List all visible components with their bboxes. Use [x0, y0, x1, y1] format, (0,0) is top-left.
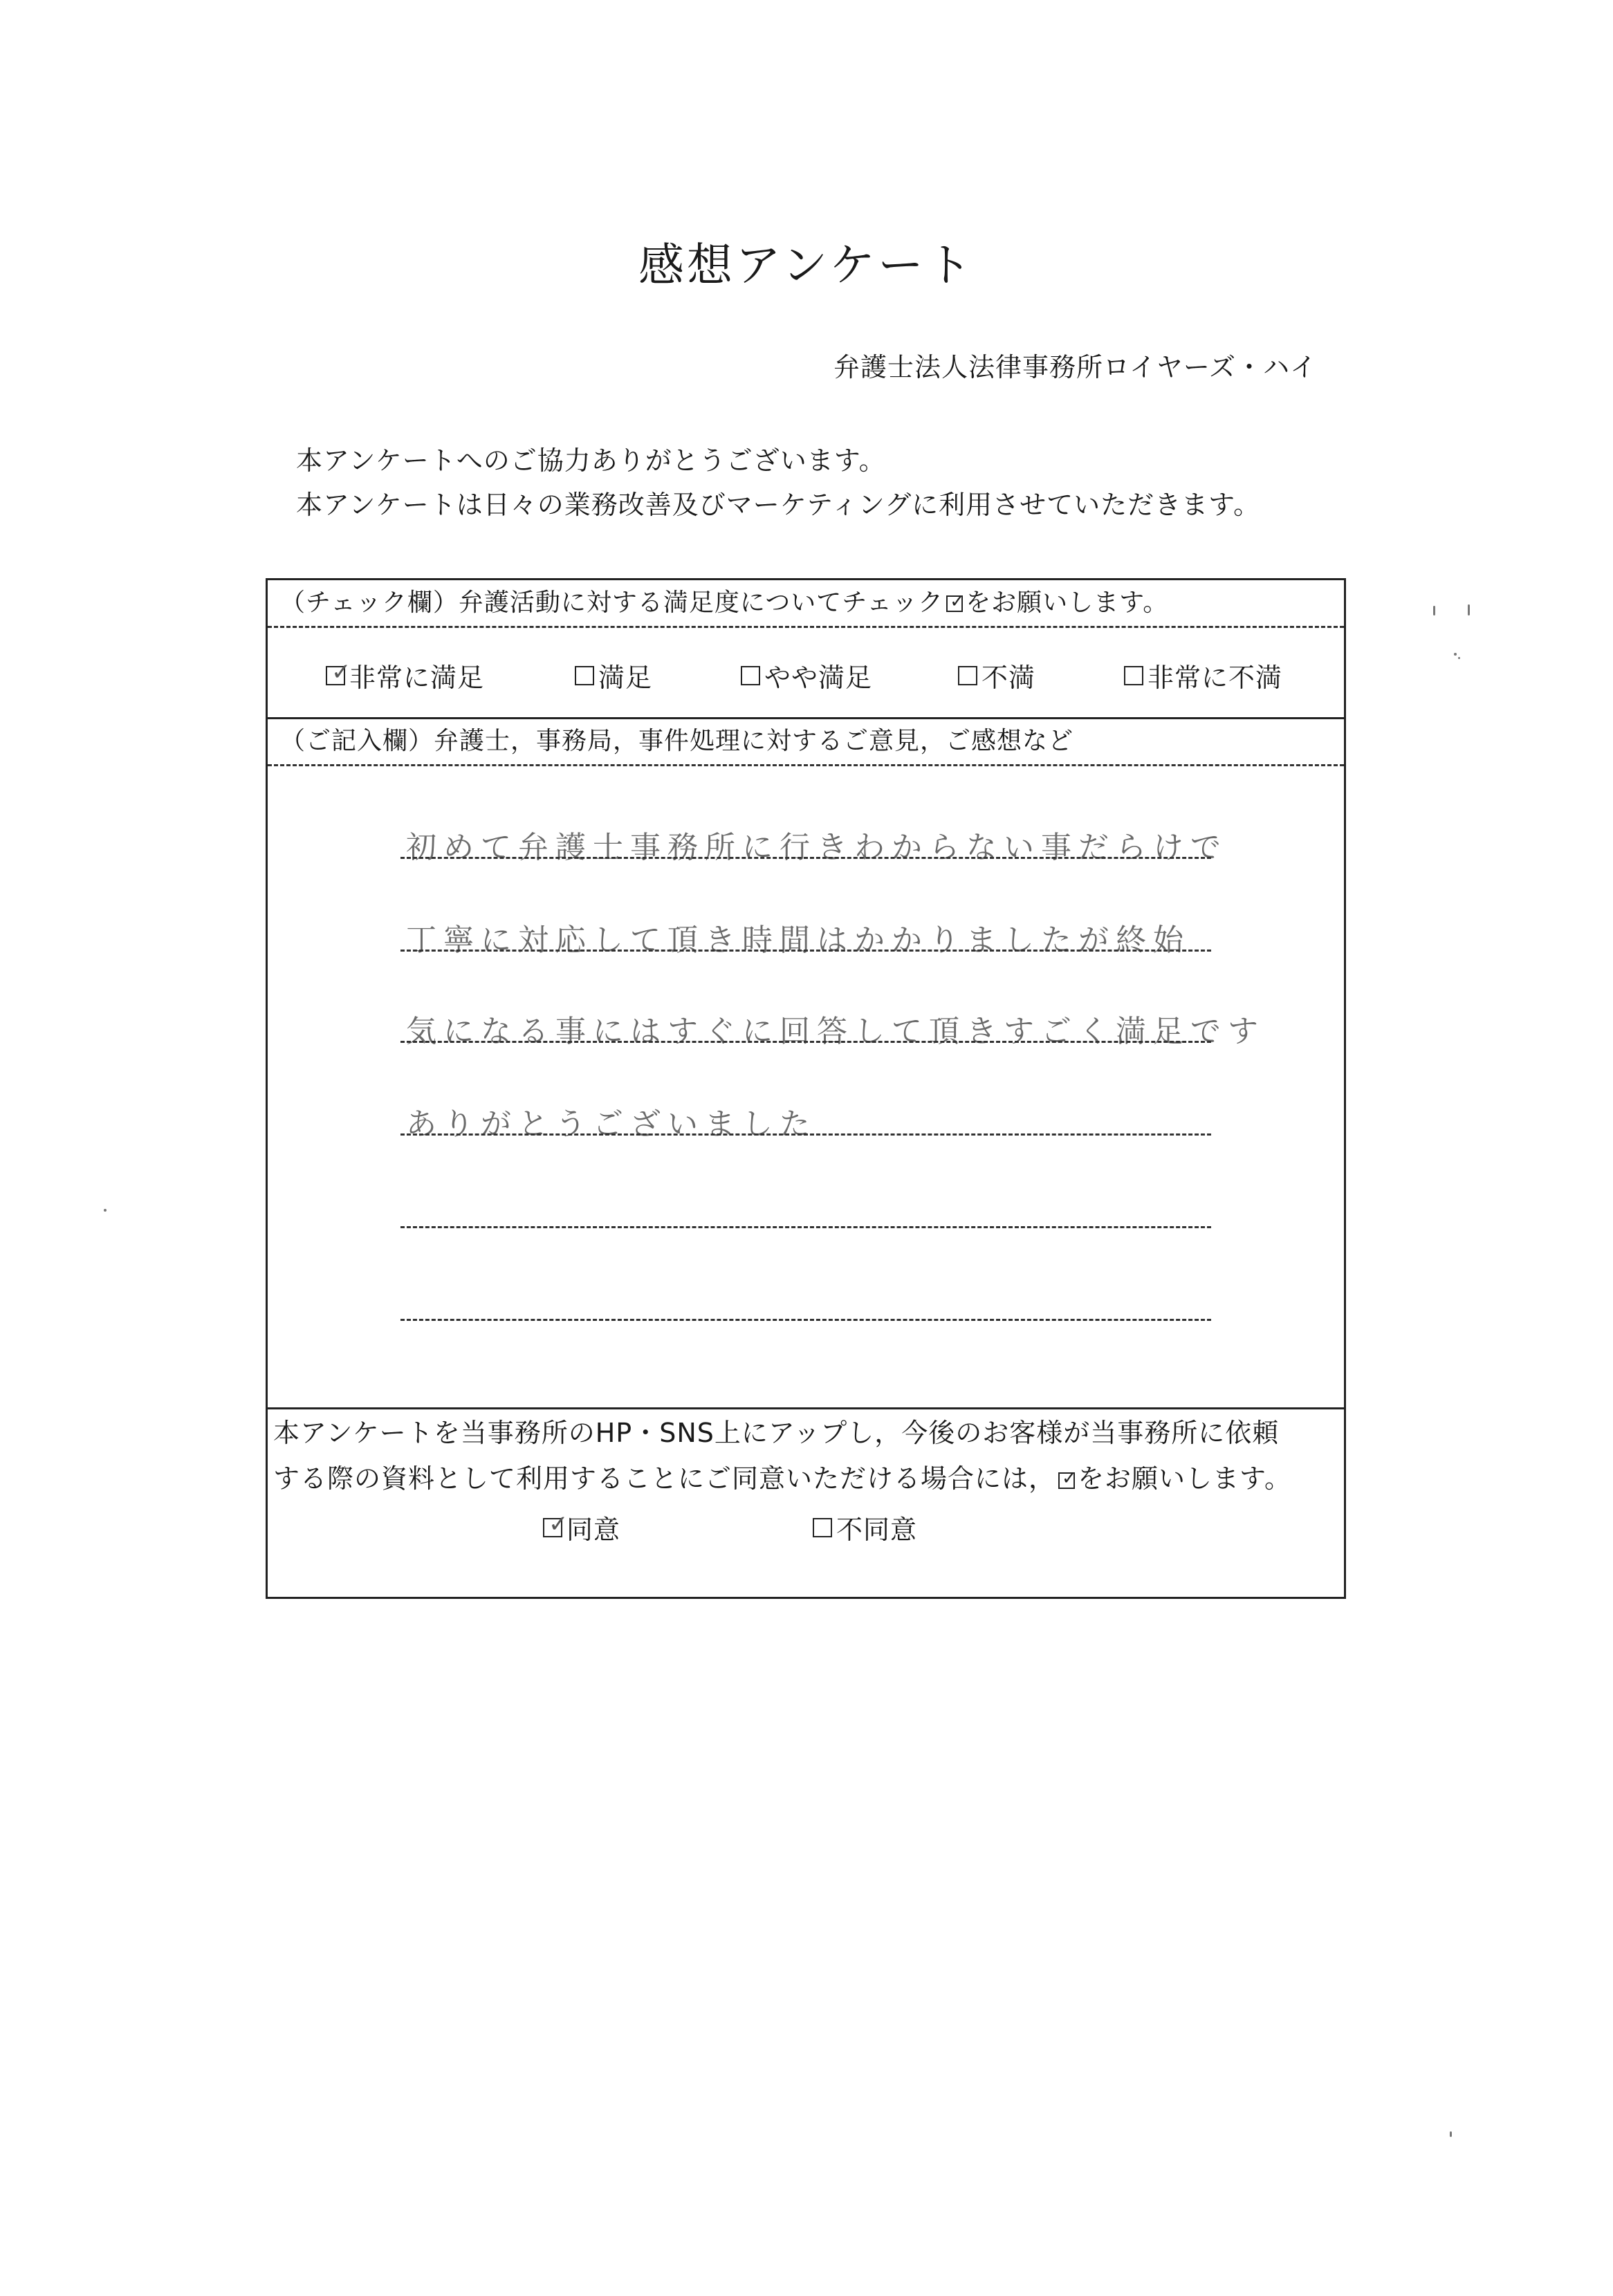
consent-text: [273, 1410, 1291, 1501]
option-label: 不同意: [836, 1515, 918, 1545]
option-label: 非常に満足: [349, 663, 485, 693]
option-label: 同意: [566, 1515, 621, 1545]
checkbox-icon[interactable]: [813, 1518, 832, 1537]
checked-box-icon: [1058, 1468, 1078, 1489]
handwritten-line-1: 初めて弁護士事務所に行きわからない事だらけで: [406, 830, 1228, 865]
check-mark-icon: ✓: [1062, 1468, 1078, 1489]
consent-options: [268, 1508, 1344, 1543]
consent-line-2-text: する際の資料として利用することにご同意いただける場合には，: [273, 1463, 1056, 1494]
checkbox-icon[interactable]: [741, 666, 760, 685]
consent-line-2: [273, 1456, 1291, 1501]
handwritten-line-3: 気になる事にはすぐに回答して頂きすごく満足です: [406, 1014, 1265, 1049]
option-label: 満足: [598, 663, 653, 693]
consent-line-1: 本アンケートを当事務所のHP・SNS上にアップし，今後のお客様が当事務所に依頼: [273, 1418, 1280, 1448]
check-mark-icon: ✓: [549, 1510, 569, 1538]
satisfaction-header-suffix: をお願いします。: [966, 589, 1169, 617]
comments-header: （ご記入欄）弁護士，事務局，事件処理に対するご意見，ご感想など: [280, 727, 1074, 755]
checkbox-icon[interactable]: [958, 666, 977, 685]
checkbox-icon[interactable]: [1124, 666, 1143, 685]
divider: [268, 1407, 1344, 1409]
satisfaction-options: [268, 656, 1344, 691]
intro-line-1: 本アンケートへのご協力ありがとうございます。: [296, 445, 886, 476]
handwritten-line-2: 丁寧に対応して頂き時間はかかりましたが終始: [406, 923, 1190, 958]
firm-name: 弁護士法人法律事務所ロイヤーズ・ハイ: [833, 352, 1317, 382]
writing-line[interactable]: [400, 1133, 1211, 1136]
satisfaction-header: [268, 580, 1344, 626]
option-agree[interactable]: [543, 1508, 620, 1546]
option-label: 非常に不満: [1147, 663, 1283, 693]
option-satisfied[interactable]: [575, 656, 652, 694]
writing-line[interactable]: [400, 1319, 1211, 1321]
scan-speck: [1454, 653, 1457, 656]
option-disagree[interactable]: [813, 1508, 917, 1546]
checkbox-icon[interactable]: [326, 658, 352, 686]
option-somewhat-satisfied[interactable]: [741, 656, 872, 694]
writing-line[interactable]: [400, 857, 1211, 859]
scan-speck: [1433, 606, 1435, 615]
scan-speck: [1458, 657, 1460, 659]
check-mark-icon: ✓: [331, 658, 352, 686]
writing-line[interactable]: [400, 1226, 1211, 1228]
satisfaction-header-text: （チェック欄）弁護活動に対する満足度についてチェック: [280, 589, 944, 617]
intro-text: [296, 438, 1260, 527]
scan-speck: [1468, 604, 1470, 615]
scan-speck: [104, 1209, 107, 1212]
divider: [268, 626, 1344, 628]
option-label: やや満足: [764, 663, 873, 693]
scan-speck: [1450, 2131, 1452, 2137]
option-dissatisfied[interactable]: [958, 656, 1035, 694]
page-title: 感想アンケート: [638, 239, 975, 292]
checked-box-icon: [946, 591, 966, 612]
option-label: 不満: [981, 663, 1036, 693]
check-mark-icon: ✓: [950, 591, 966, 612]
survey-form: [266, 578, 1346, 1599]
divider: [268, 764, 1344, 766]
intro-line-2: 本アンケートは日々の業務改善及びマーケティングに利用させていただきます。: [296, 490, 1261, 520]
option-very-satisfied[interactable]: [326, 656, 484, 694]
option-very-dissatisfied[interactable]: [1124, 656, 1282, 694]
handwritten-line-4: ありがとうございました: [406, 1107, 817, 1142]
checkbox-icon[interactable]: [543, 1510, 569, 1538]
writing-line[interactable]: [400, 950, 1211, 952]
consent-line-2-suffix: をお願いします。: [1078, 1463, 1291, 1494]
checkbox-icon[interactable]: [575, 666, 594, 685]
writing-line[interactable]: [400, 1041, 1211, 1043]
